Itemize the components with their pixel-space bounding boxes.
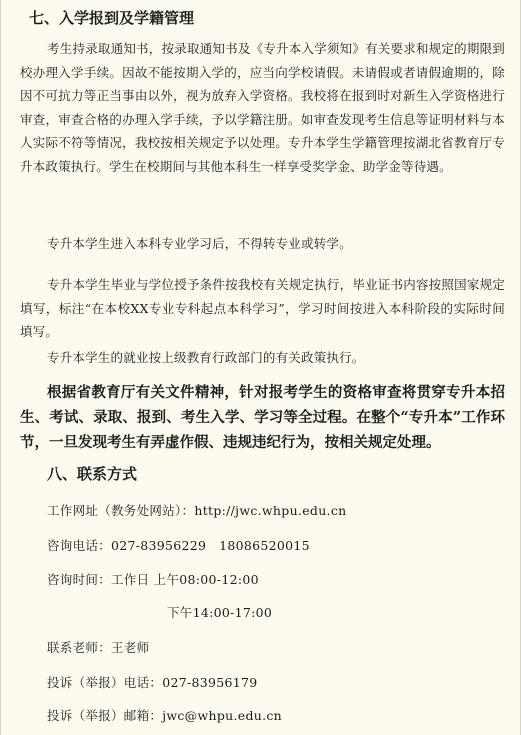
contact-phone: 咨询电话：027-83956229 18086520015 (47, 538, 310, 553)
contact-hours-afternoon: 下午14:00-17:00 (167, 605, 273, 620)
paragraph-graduation: 专升本学生毕业与学位授予条件按我校有关规定执行，毕业证书内容按照国家规定填写，标注“在本校XX专业专科起点本科学习”，学习时间按进入本科阶段的实际时间填写。 (20, 277, 505, 339)
complaint-email: 投诉（举报）邮箱：jwc@whpu.edu.cn (47, 708, 283, 723)
contact-hours-morning: 咨询时间：工作日 上午08:00-12:00 (47, 572, 259, 587)
contact-website: 工作网址（教务处网站）：http://jwc.whpu.edu.cn (47, 503, 347, 518)
contact-teacher: 联系老师：王老师 (47, 640, 150, 655)
paragraph-qualification-review: 根据省教育厅有关文件精神，针对报考学生的资格审查将贯穿专升本招生、考试、录取、报到、考生入学、学习等全过程。在整个“专升本”工作环节，一旦发现考生有弄虚作假、违规违纪行为，按相关规定处理。 (20, 384, 505, 451)
paragraph-no-transfer: 专升本学生进入本科专业学习后，不得转专业或转学。 (47, 236, 352, 251)
paragraph-enrollment: 考生持录取通知书，按录取通知书及《专升本入学须知》有关要求和规定的期限到校办理入学手续。因故不能按期入学的，应当向学校请假。未请假或者请假逾期的，除因不可抗力等正当事由以外，视为放弃入学资格。我校将在报到时对新生入学资格进行审查，审查合格的办理入学手续，予以学籍注册。如审查发现考生信息等证明材料与本人实际不符等情况，我校按相关规定予以处理。专升本学生学籍管理按湖北省教育厅专升本政策执行。学生在校期间与其他本科生一样享受奖学金、助学金等待遇。 (20, 41, 505, 174)
page-border-left (0, 0, 1, 735)
complaint-phone: 投诉（举报）电话：027-83956179 (47, 675, 258, 690)
section-7-heading: 七、入学报到及学籍管理 (29, 9, 195, 27)
section-8-heading: 八、联系方式 (47, 465, 138, 483)
paragraph-employment: 专升本学生的就业按上级教育行政部门的有关政策执行。 (47, 350, 365, 365)
